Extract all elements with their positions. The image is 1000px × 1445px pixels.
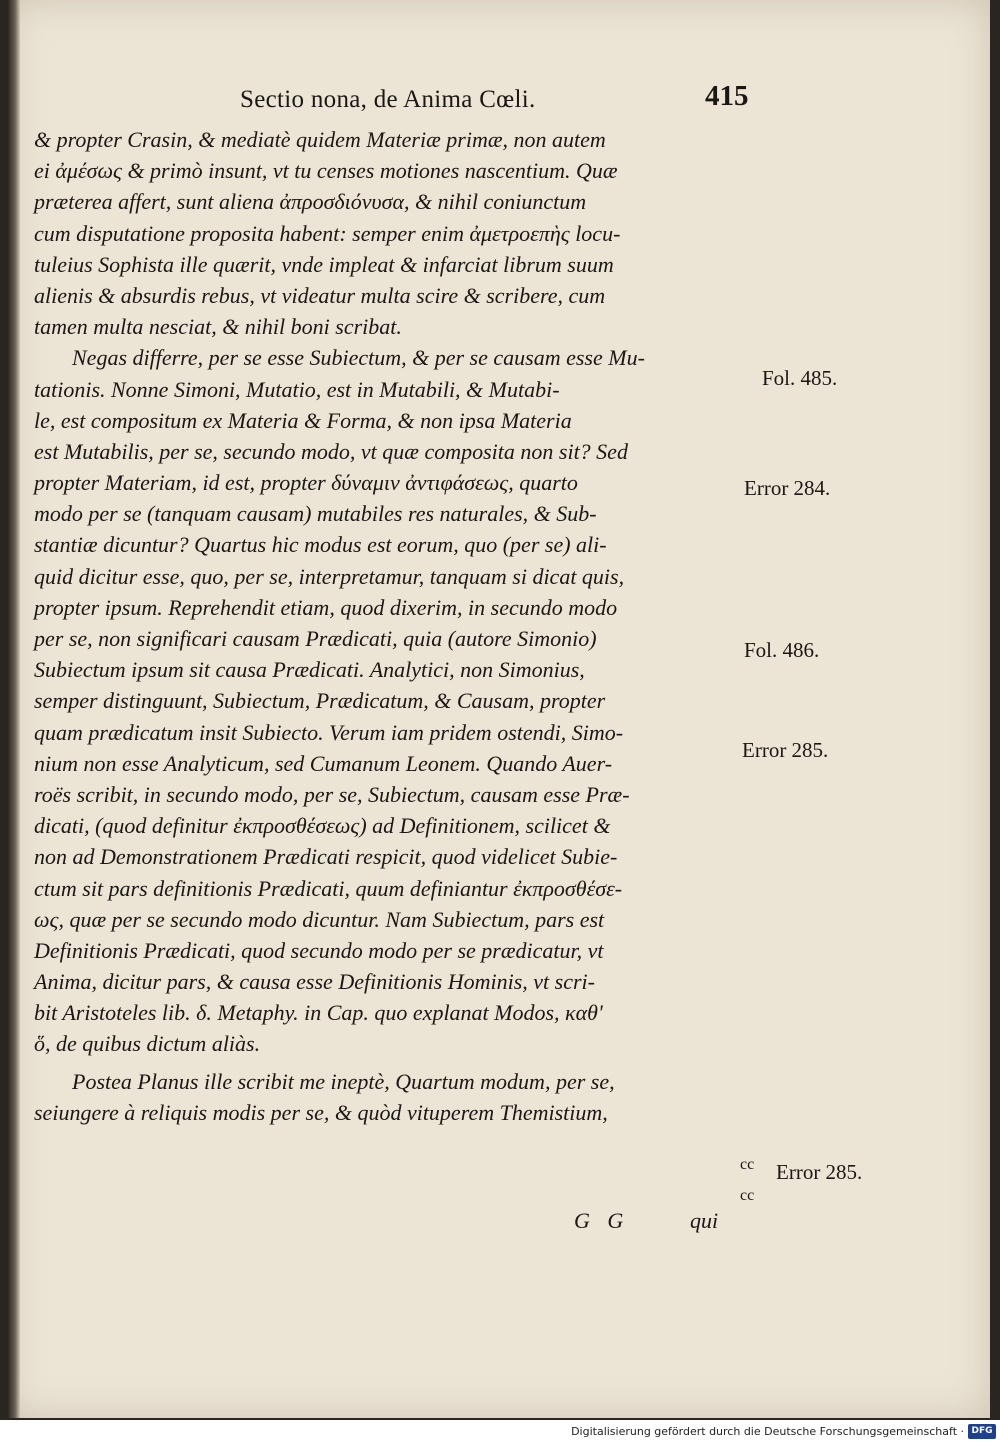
text-line: tationis. Nonne Simoni, Mutatio, est in Mutabili, & Mutabi-: [34, 376, 560, 402]
text-line: quam prædicatum insit Subiecto. Verum iam pridem ostendi, Simo-: [34, 719, 624, 745]
running-head: Sectio nona, de Anima Cœli.: [240, 86, 536, 113]
margin-note: Fol. 486.: [744, 638, 820, 662]
margin-note: Error 284.: [744, 476, 831, 500]
text-line: propter Materiam, id est, propter δύναμιν ἀντιφάσεως, quarto: [34, 470, 578, 496]
margin-note: Fol. 485.: [762, 366, 838, 390]
margin-note: Error 285.: [776, 1160, 863, 1184]
text-line: cum disputatione proposita habent: semper enim ἀμετροεπὴς locu-: [34, 220, 621, 246]
text-line: le, est compositum ex Materia & Forma, & non ipsa Materia: [34, 407, 572, 433]
quote-mark: cc: [740, 1187, 755, 1204]
signature-mark: G G: [574, 1208, 630, 1233]
text-line: Subiectum ipsum sit causa Prædicati. Analytici, non Simonius,: [34, 657, 585, 683]
text-line: non ad Demonstrationem Prædicati respicit, quod videlicet Subie-: [34, 844, 618, 870]
catchword: qui: [690, 1208, 719, 1233]
text-line: nium non esse Analyticum, sed Cumanum Leonem. Quando Auer-: [34, 750, 613, 776]
text-line: ei ἀμέσως & primò insunt, vt tu censes motiones nascentium. Quæ: [34, 158, 618, 184]
text-line: ctum sit pars definitionis Prædicati, quum definiantur ἐκπροσθέσε-: [34, 875, 623, 901]
page-header: [240, 80, 860, 120]
page-number: 415: [705, 80, 749, 112]
text-line: alienis & absurdis rebus, vt videatur multa scire & scribere, cum: [34, 282, 606, 308]
text-line: ως, quæ per se secundo modo dicuntur. Nam Subiectum, pars est: [34, 906, 605, 932]
text-line: quid dicitur esse, quo, per se, interpretamur, tanquam si dicat quis,: [34, 563, 625, 589]
quote-mark: cc: [740, 1156, 755, 1173]
text-line: Definitionis Prædicati, quod secundo modo per se prædicatur, vt: [34, 937, 604, 963]
text-line: per se, non significari causam Prædicati, quia (autore Simonio): [34, 626, 597, 651]
body-text: [34, 124, 754, 1128]
funding-credit: Digitalisierung gefördert durch die Deutsche Forschungsgemeinschaft ·: [571, 1425, 964, 1438]
text-line: præterea affert, sunt aliena ἀπροσδιόνυσα, & nihil coniunctum: [34, 189, 587, 215]
paragraph-start-line: Postea Planus ille scribit me ineptè, Quartum modum, per se,: [72, 1068, 615, 1094]
text-line: seiungere à reliquis modis per se, & quòd vituperem Themistium,: [34, 1099, 608, 1125]
footer-bar: [0, 1420, 1000, 1445]
text-line: propter ipsum. Reprehendit etiam, quod dixerim, in secundo modo: [34, 594, 618, 620]
text-line: dicati, (quod definitur ἐκπροσθέσεως) ad Definitionem, scilicet &: [34, 813, 611, 839]
text-line: semper distinguunt, Subiectum, Prædicatum, & Causam, propter: [34, 688, 606, 714]
text-line: est Mutabilis, per se, secundo modo, vt quæ composita non sit? Sed: [34, 438, 628, 464]
text-line: ὅ, de quibus dictum aliàs.: [34, 1031, 261, 1057]
text-line: stantiæ dicuntur? Quartus hic modus est eorum, quo (per se) ali-: [34, 532, 607, 558]
paragraph-start-line: Negas differre, per se esse Subiectum, & per se causam esse Mu-: [72, 345, 645, 371]
text-line: roës scribit, in secundo modo, per se, Subiectum, causam esse Præ-: [34, 781, 630, 807]
margin-note: Error 285.: [742, 738, 829, 762]
text-line: Anima, dicitur pars, & causa esse Definitionis Hominis, vt scri-: [34, 969, 595, 995]
text-line: & propter Crasin, & mediatè quidem Materiæ primæ, non autem: [34, 127, 606, 152]
text-line: bit Aristoteles lib. δ. Metaphy. in Cap. quo explanat Modos, καθ': [34, 1000, 603, 1026]
page-edge: [8, 0, 20, 1418]
dfg-logo: DFG: [968, 1424, 996, 1439]
text-line: tamen multa nesciat, & nihil boni scribat.: [34, 314, 402, 340]
text-line: tuleius Sophista ille quærit, vnde impleat & infarciat librum suum: [34, 251, 614, 277]
text-line: modo per se (tanquam causam) mutabiles res naturales, & Sub-: [34, 501, 597, 527]
